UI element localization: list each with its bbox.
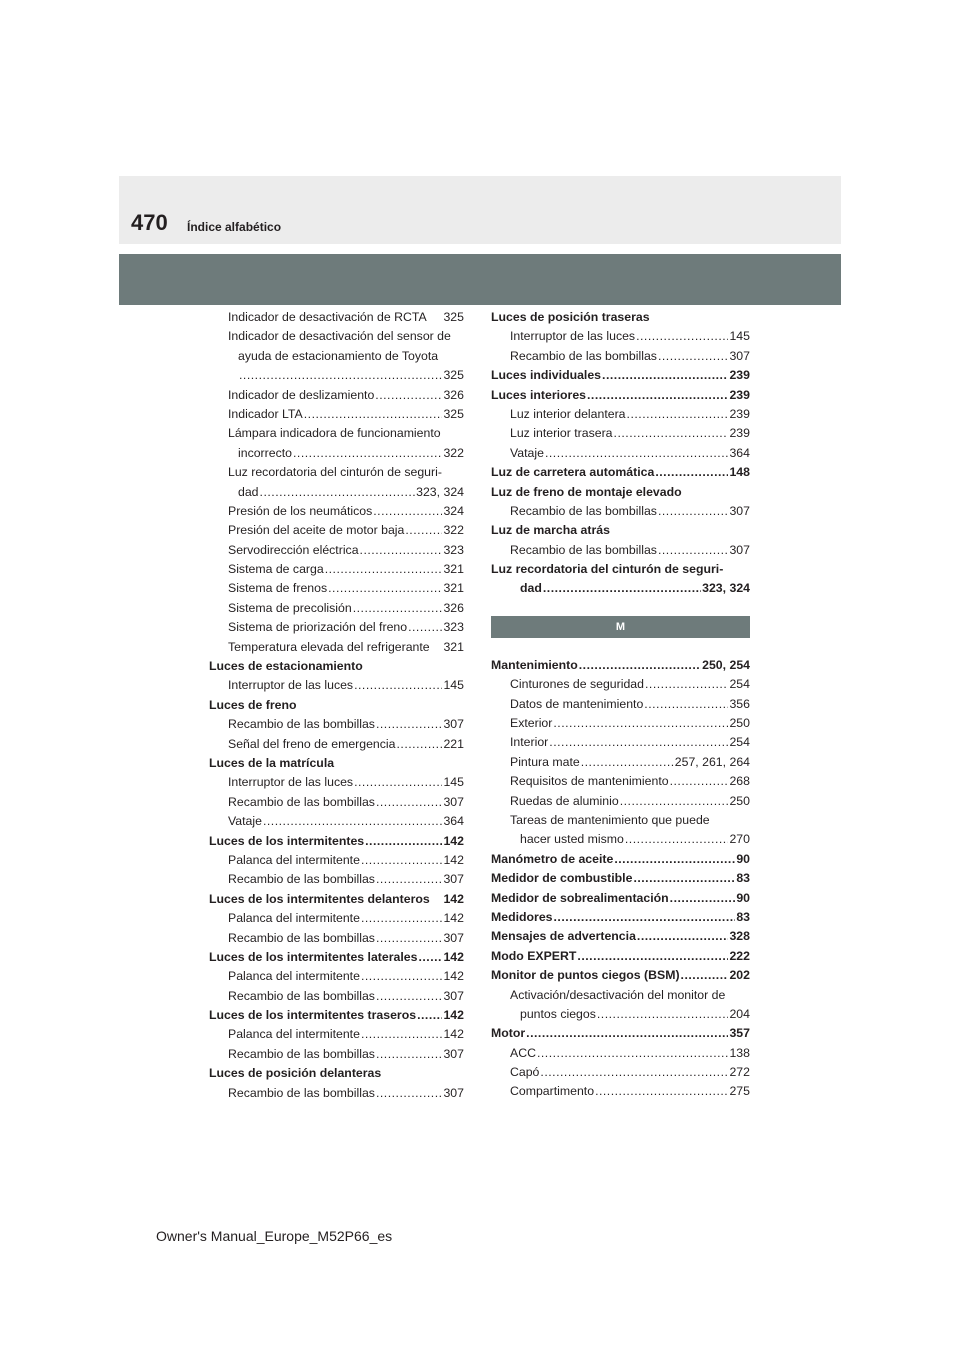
dot-leader bbox=[375, 386, 442, 405]
index-subentry bbox=[491, 579, 750, 598]
entry-term: Luces de posición traseras bbox=[491, 310, 650, 324]
entry-page: 221 bbox=[443, 736, 464, 751]
index-entry bbox=[491, 1024, 750, 1043]
entry-term: Recambio de las bombillas bbox=[228, 717, 375, 732]
entry-page: 239 bbox=[729, 426, 750, 441]
entry-term: Recambio de las bombillas bbox=[228, 794, 375, 809]
entry-term: puntos ciegos bbox=[520, 1006, 596, 1021]
entry-term: Recambio de las bombillas bbox=[228, 1085, 375, 1100]
entry-page: 325 bbox=[443, 310, 464, 324]
entry-term: ayuda de estacionamiento de Toyota bbox=[238, 348, 439, 363]
dot-leader bbox=[328, 579, 442, 598]
dot-leader bbox=[354, 773, 442, 792]
entry-term: Luces interiores bbox=[491, 387, 586, 402]
index-subentry bbox=[209, 909, 464, 928]
dot-leader bbox=[376, 793, 443, 812]
index-entry bbox=[209, 696, 464, 715]
entry-page: 275 bbox=[729, 1084, 750, 1099]
entry-page: 239 bbox=[729, 406, 750, 421]
entry-term: dad bbox=[238, 484, 259, 499]
index-subentry bbox=[491, 347, 750, 366]
index-subentry bbox=[209, 541, 464, 560]
entry-page: 323 bbox=[443, 542, 464, 557]
index-entry bbox=[491, 850, 750, 869]
entry-page: 307 bbox=[443, 988, 464, 1003]
index-subentry bbox=[209, 793, 464, 812]
index-group-m bbox=[491, 656, 750, 1102]
index-entry bbox=[491, 656, 750, 675]
entry-page: 142 bbox=[443, 1008, 464, 1023]
dot-leader bbox=[376, 870, 443, 889]
dot-leader bbox=[417, 1006, 442, 1025]
index-subentry bbox=[209, 851, 464, 870]
entry-page: 239 bbox=[729, 387, 750, 402]
entry-term: Lámpara indicadora de funcionamiento bbox=[228, 426, 441, 441]
entry-term: Recambio de las bombillas bbox=[510, 503, 657, 518]
index-subentry bbox=[491, 675, 750, 694]
entry-page: 325 bbox=[443, 406, 464, 421]
entry-page: 307 bbox=[443, 794, 464, 809]
dot-leader bbox=[637, 927, 729, 946]
entry-term: Luces de la matrícula bbox=[209, 755, 335, 770]
index-subentry bbox=[209, 560, 464, 579]
entry-term: Pintura mate bbox=[510, 754, 580, 769]
dot-leader bbox=[587, 386, 728, 405]
dot-leader bbox=[361, 967, 443, 986]
dot-leader bbox=[418, 948, 442, 967]
index-subentry bbox=[491, 327, 750, 346]
entry-term: Luz recordatoria del cinturón de seguri- bbox=[228, 465, 442, 480]
entry-term: Recambio de las bombillas bbox=[510, 348, 657, 363]
dot-leader bbox=[376, 987, 443, 1006]
index-entry bbox=[491, 889, 750, 908]
index-subentry bbox=[209, 599, 464, 618]
entry-term: Medidor de combustible bbox=[491, 871, 633, 886]
footer-doc-id: Owner's Manual_Europe_M52P66_es bbox=[156, 1228, 393, 1244]
index-subentry bbox=[209, 638, 464, 657]
dot-leader bbox=[537, 1044, 729, 1063]
entry-term: Requisitos de mantenimiento bbox=[510, 774, 669, 789]
index-entry bbox=[491, 869, 750, 888]
index-column-left bbox=[209, 308, 464, 1103]
entry-page: 148 bbox=[729, 465, 750, 480]
entry-page: 307 bbox=[443, 872, 464, 887]
entry-page: 142 bbox=[443, 969, 464, 984]
dot-leader bbox=[239, 366, 442, 385]
entry-page: 90 bbox=[736, 890, 750, 905]
index-subentry bbox=[491, 714, 750, 733]
index-subentry bbox=[491, 1082, 750, 1101]
entry-term: Indicador de desactivación del sensor de bbox=[228, 329, 451, 344]
entry-term: ACC bbox=[510, 1045, 536, 1060]
section-banner bbox=[119, 254, 841, 305]
index-subentry bbox=[209, 967, 464, 986]
dot-leader bbox=[397, 735, 443, 754]
dot-leader bbox=[602, 366, 728, 385]
entry-term: Indicador de desactivación de RCTA bbox=[228, 310, 427, 324]
entry-page: 142 bbox=[443, 1027, 464, 1042]
entry-page: 364 bbox=[729, 445, 750, 460]
index-entry bbox=[209, 657, 464, 676]
index-subentry bbox=[209, 444, 464, 463]
entry-page: 364 bbox=[443, 814, 464, 829]
dot-leader bbox=[620, 792, 729, 811]
dot-leader bbox=[376, 1084, 443, 1103]
dot-leader bbox=[655, 463, 728, 482]
index-subentry bbox=[491, 733, 750, 752]
index-entry bbox=[209, 754, 464, 773]
entry-term: Presión del aceite de motor baja bbox=[228, 523, 405, 538]
index-subentry bbox=[209, 773, 464, 792]
dot-leader bbox=[614, 424, 729, 443]
entry-term: Indicador LTA bbox=[228, 406, 303, 421]
entry-term: Luces de estacionamiento bbox=[209, 659, 363, 674]
entry-term: Luz recordatoria del cinturón de seguri- bbox=[491, 562, 724, 577]
entry-term: Luces de los intermitentes bbox=[209, 833, 365, 848]
index-entry bbox=[491, 463, 750, 482]
dot-leader bbox=[670, 889, 736, 908]
entry-page: 204 bbox=[729, 1006, 750, 1021]
index-subentry bbox=[209, 463, 464, 482]
index-entry bbox=[209, 1006, 464, 1025]
entry-page: 222 bbox=[729, 948, 750, 963]
index-subentry bbox=[491, 1005, 750, 1024]
entry-page: 250 bbox=[729, 793, 750, 808]
index-entry bbox=[209, 832, 464, 851]
index-subentry bbox=[209, 405, 464, 424]
entry-page: 142 bbox=[443, 911, 464, 926]
dot-leader bbox=[545, 444, 729, 463]
entry-page: 322 bbox=[443, 445, 464, 460]
entry-term: Luz de freno de montaje elevado bbox=[491, 484, 682, 499]
entry-page: 272 bbox=[729, 1065, 750, 1080]
entry-term: Recambio de las bombillas bbox=[228, 872, 375, 887]
entry-term: Luces individuales bbox=[491, 368, 602, 383]
entry-term: Interruptor de las luces bbox=[228, 678, 354, 693]
dot-leader bbox=[376, 1045, 443, 1064]
entry-page: 321 bbox=[443, 562, 464, 577]
entry-term: Medidor de sobrealimentación bbox=[491, 890, 669, 905]
index-subentry bbox=[491, 541, 750, 560]
entry-page: 145 bbox=[443, 678, 464, 693]
entry-term: Luces de los intermitentes traseros bbox=[209, 1008, 417, 1023]
entry-term: Recambio de las bombillas bbox=[510, 542, 657, 557]
index-subentry bbox=[209, 327, 464, 346]
index-entry bbox=[491, 927, 750, 946]
entry-term: Interruptor de las luces bbox=[510, 329, 636, 344]
entry-page: 145 bbox=[443, 775, 464, 790]
dot-leader bbox=[625, 830, 729, 849]
entry-page: 326 bbox=[443, 387, 464, 402]
entry-term: Vataje bbox=[510, 445, 544, 460]
entry-term: Vataje bbox=[228, 814, 262, 829]
entry-term: Palanca del intermitente bbox=[228, 969, 360, 984]
entry-page: 239 bbox=[729, 368, 750, 383]
dot-leader bbox=[543, 579, 701, 598]
index-subentry bbox=[209, 929, 464, 948]
entry-page: 328 bbox=[729, 929, 750, 944]
entry-page: 356 bbox=[729, 696, 750, 711]
entry-page: 321 bbox=[443, 639, 464, 654]
entry-term: Sistema de frenos bbox=[228, 581, 328, 596]
entry-page: 145 bbox=[729, 329, 750, 344]
entry-term: Cinturones de seguridad bbox=[510, 677, 644, 692]
entry-term: Mantenimiento bbox=[491, 657, 578, 672]
entry-page: 254 bbox=[729, 677, 750, 692]
entry-term: Medidores bbox=[491, 909, 553, 924]
dot-leader bbox=[376, 715, 443, 734]
entry-term: Temperatura elevada del refrigerante bbox=[228, 639, 430, 654]
dot-leader bbox=[360, 541, 443, 560]
entry-page: 307 bbox=[729, 503, 750, 518]
entry-term: Luz interior trasera bbox=[510, 426, 613, 441]
entry-page: 142 bbox=[443, 833, 464, 848]
dot-leader bbox=[581, 753, 674, 772]
entry-page: 257, 261, 264 bbox=[674, 754, 750, 769]
entry-term: incorrecto bbox=[238, 445, 292, 460]
entry-page: 323, 324 bbox=[416, 484, 464, 499]
dot-leader bbox=[325, 560, 443, 579]
entry-page: 250, 254 bbox=[702, 657, 750, 672]
entry-term: Indicador de deslizamiento bbox=[228, 387, 375, 402]
index-subentry bbox=[491, 405, 750, 424]
entry-page: 307 bbox=[729, 348, 750, 363]
dot-leader bbox=[658, 541, 729, 560]
index-entry bbox=[209, 948, 464, 967]
index-subentry bbox=[491, 502, 750, 521]
dot-leader bbox=[614, 850, 735, 869]
entry-term: Interior bbox=[510, 735, 549, 750]
dot-leader bbox=[376, 929, 443, 948]
dot-leader bbox=[361, 1025, 443, 1044]
dot-leader bbox=[526, 1024, 728, 1043]
entry-term: Sistema de priorización del freno bbox=[228, 620, 408, 635]
entry-page: 142 bbox=[443, 891, 464, 906]
index-entry bbox=[491, 308, 750, 327]
index-entry bbox=[209, 890, 464, 909]
index-subentry bbox=[491, 772, 750, 791]
entry-term: Sistema de precolisión bbox=[228, 600, 352, 615]
dot-leader bbox=[354, 676, 442, 695]
index-subentry bbox=[209, 483, 464, 502]
index-subentry bbox=[491, 444, 750, 463]
dot-leader bbox=[549, 733, 728, 752]
entry-term: Activación/desactivación del monitor de bbox=[510, 987, 726, 1002]
dot-leader bbox=[595, 1082, 728, 1101]
dot-leader bbox=[658, 502, 729, 521]
index-entry bbox=[491, 560, 750, 579]
index-column-right bbox=[491, 308, 750, 1102]
dot-leader bbox=[681, 966, 729, 985]
dot-leader bbox=[293, 444, 442, 463]
dot-leader bbox=[361, 851, 443, 870]
letter-band-m: M bbox=[491, 616, 750, 638]
index-entry bbox=[491, 483, 750, 502]
entry-term: Luz interior delantera bbox=[510, 406, 626, 421]
entry-term: Compartimento bbox=[510, 1084, 595, 1099]
index-subentry bbox=[209, 521, 464, 540]
dot-leader bbox=[553, 714, 728, 733]
dot-leader bbox=[644, 695, 728, 714]
entry-page: 254 bbox=[729, 735, 750, 750]
entry-page: 321 bbox=[443, 581, 464, 596]
entry-page: 325 bbox=[443, 368, 464, 383]
dot-leader bbox=[353, 599, 443, 618]
entry-page: 324 bbox=[443, 503, 464, 518]
index-subentry bbox=[209, 715, 464, 734]
index-entry bbox=[491, 521, 750, 540]
entry-term: Sistema de carga bbox=[228, 562, 324, 577]
entry-term: Palanca del intermitente bbox=[228, 1027, 360, 1042]
entry-term: Luz de carretera automática bbox=[491, 465, 655, 480]
index-subentry bbox=[209, 424, 464, 443]
entry-page: 83 bbox=[736, 909, 750, 924]
dot-leader bbox=[405, 521, 442, 540]
index-subentry bbox=[491, 1063, 750, 1082]
index-subentry bbox=[209, 366, 464, 385]
dot-leader bbox=[645, 675, 728, 694]
index-subentry bbox=[209, 1025, 464, 1044]
page-number: 470 bbox=[131, 210, 168, 235]
entry-term: Datos de mantenimiento bbox=[510, 696, 644, 711]
entry-page: 307 bbox=[443, 717, 464, 732]
entry-term: dad bbox=[520, 581, 542, 596]
entry-term: Presión de los neumáticos bbox=[228, 503, 373, 518]
dot-leader bbox=[658, 347, 729, 366]
index-subentry bbox=[209, 618, 464, 637]
dot-leader bbox=[597, 1005, 729, 1024]
dot-leader bbox=[670, 772, 729, 791]
dot-leader bbox=[263, 812, 443, 831]
index-subentry bbox=[209, 347, 464, 366]
entry-page: 250 bbox=[729, 716, 750, 731]
dot-leader bbox=[540, 1063, 728, 1082]
index-subentry bbox=[491, 424, 750, 443]
index-entry bbox=[491, 908, 750, 927]
entry-term: Manómetro de aceite bbox=[491, 851, 614, 866]
entry-term: Mensajes de advertencia bbox=[491, 929, 636, 944]
entry-page: 307 bbox=[443, 1085, 464, 1100]
entry-page: 270 bbox=[729, 832, 750, 847]
dot-leader bbox=[627, 405, 729, 424]
index-entry bbox=[491, 366, 750, 385]
entry-page: 90 bbox=[736, 851, 750, 866]
entry-term: Servodirección eléctrica bbox=[228, 542, 359, 557]
index-entry bbox=[491, 966, 750, 985]
index-subentry bbox=[209, 735, 464, 754]
entry-page: 307 bbox=[729, 542, 750, 557]
entry-page: 138 bbox=[729, 1045, 750, 1060]
entry-term: Ruedas de aluminio bbox=[510, 793, 619, 808]
entry-page: 307 bbox=[443, 1046, 464, 1061]
index-subentry bbox=[209, 812, 464, 831]
entry-term: Recambio de las bombillas bbox=[228, 1046, 375, 1061]
entry-term: Modo EXPERT bbox=[491, 948, 577, 963]
index-entry bbox=[491, 386, 750, 405]
dot-leader bbox=[577, 947, 728, 966]
entry-page: 202 bbox=[729, 968, 750, 983]
entry-term: Monitor de puntos ciegos (BSM) bbox=[491, 968, 680, 983]
entry-term: Recambio de las bombillas bbox=[228, 988, 375, 1003]
index-subentry bbox=[491, 753, 750, 772]
index-entry bbox=[491, 947, 750, 966]
dot-leader bbox=[304, 405, 443, 424]
entry-term: Interruptor de las luces bbox=[228, 775, 354, 790]
index-subentry bbox=[491, 695, 750, 714]
entry-term: Exterior bbox=[510, 716, 553, 731]
entry-page: 307 bbox=[443, 930, 464, 945]
index-subentry bbox=[209, 870, 464, 889]
dot-leader bbox=[554, 908, 736, 927]
entry-term: Capó bbox=[510, 1065, 540, 1080]
dot-leader bbox=[408, 618, 442, 637]
index-subentry bbox=[491, 1044, 750, 1063]
entry-term: Luces de los intermitentes laterales bbox=[209, 949, 418, 964]
index-subentry bbox=[209, 1045, 464, 1064]
dot-leader bbox=[361, 909, 443, 928]
entry-page: 142 bbox=[443, 852, 464, 867]
index-subentry bbox=[209, 386, 464, 405]
index-subentry bbox=[491, 830, 750, 849]
dot-leader bbox=[260, 483, 416, 502]
entry-term: Palanca del intermitente bbox=[228, 911, 360, 926]
entry-page: 357 bbox=[729, 1026, 750, 1041]
entry-page: 323, 324 bbox=[702, 581, 750, 596]
entry-term: Luz de marcha atrás bbox=[491, 523, 610, 538]
entry-page: 326 bbox=[443, 600, 464, 615]
index-subentry bbox=[209, 579, 464, 598]
index-subentry bbox=[209, 308, 464, 327]
entry-page: 322 bbox=[443, 523, 464, 538]
dot-leader bbox=[579, 656, 701, 675]
index-subentry bbox=[491, 986, 750, 1005]
index-entry bbox=[209, 1064, 464, 1083]
index-group-l bbox=[491, 308, 750, 599]
dot-leader bbox=[365, 832, 442, 851]
dot-leader bbox=[373, 502, 442, 521]
index-subentry bbox=[491, 811, 750, 830]
entry-term: Luces de posición delanteras bbox=[209, 1066, 382, 1081]
section-title: Índice alfabético bbox=[187, 220, 282, 234]
index-subentry bbox=[209, 1084, 464, 1103]
dot-leader bbox=[636, 327, 728, 346]
entry-page: 268 bbox=[729, 774, 750, 789]
entry-page: 142 bbox=[443, 949, 464, 964]
dot-leader bbox=[633, 869, 735, 888]
entry-term: Recambio de las bombillas bbox=[228, 930, 375, 945]
entry-term: Señal del freno de emergencia bbox=[228, 736, 396, 751]
index-subentry bbox=[209, 676, 464, 695]
entry-term: Luces de freno bbox=[209, 697, 297, 712]
index-subentry bbox=[491, 792, 750, 811]
entry-page: 83 bbox=[736, 871, 750, 886]
entry-page: 323 bbox=[443, 620, 464, 635]
entry-term: Motor bbox=[491, 1026, 526, 1041]
index-subentry bbox=[209, 987, 464, 1006]
index-subentry bbox=[209, 502, 464, 521]
entry-term: Luces de los intermitentes delanteros bbox=[209, 891, 430, 906]
entry-term: Palanca del intermitente bbox=[228, 852, 360, 867]
entry-term: Tareas de mantenimiento que puede bbox=[510, 812, 710, 827]
entry-term: hacer usted mismo bbox=[520, 832, 624, 847]
